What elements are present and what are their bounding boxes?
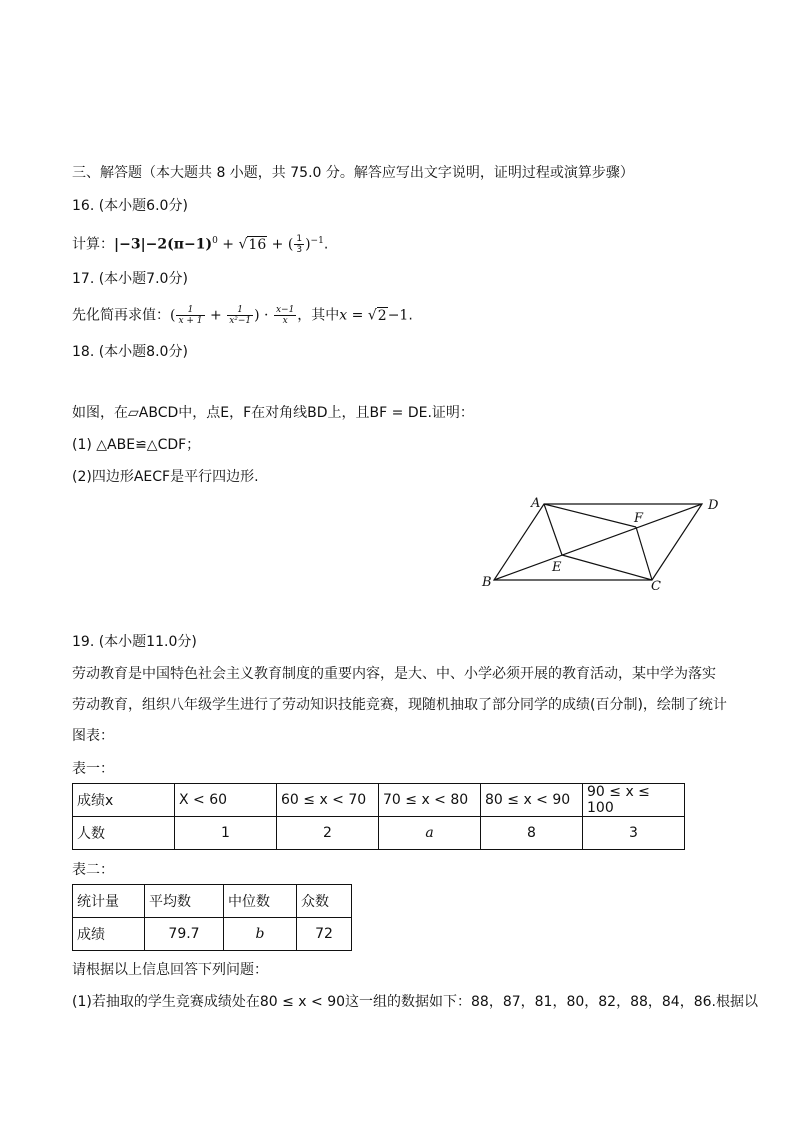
- q19-para-line3: 图表：: [72, 728, 114, 744]
- table2: [72, 884, 352, 951]
- q18-header: 18. (本小题8.0分): [72, 344, 188, 360]
- table1-header-cell: X < 60: [175, 784, 277, 817]
- table2-data-cell: 79.7: [145, 918, 224, 951]
- q16-body: 计算：$|-3|-2(\pi-1)^0 + √16$ + ( $\frac{1}{3}$ )$^{-1}$.: [72, 234, 329, 256]
- table1-data-cell: 1: [175, 817, 277, 850]
- q16-frac-den: 3: [296, 245, 303, 256]
- q17-cond-prefix: ，其中: [297, 307, 340, 324]
- section-heading: 三、解答题（本大题共 8 小题，共 75.0 分。解答应写出文字说明，证明过程或演算步骤）: [72, 165, 634, 181]
- table1-header-row: [73, 784, 685, 817]
- table1-data-row: [73, 817, 685, 850]
- label-b: B: [482, 575, 492, 590]
- table1: [72, 783, 685, 850]
- q17-equals: =: [347, 307, 368, 324]
- q17-f2-num: 1: [227, 305, 253, 316]
- segment-af: [544, 504, 636, 527]
- q16-frac-num: 1: [296, 234, 303, 245]
- table2-header-row: [73, 885, 352, 918]
- q16-end: .: [323, 236, 329, 253]
- label-d: D: [708, 498, 719, 513]
- table1-data-cell: 3: [583, 817, 685, 850]
- q18-stem: 如图，在▱ABCD中，点E，F在对角线BD上，且BF = DE.证明：: [72, 405, 474, 421]
- table2-data-row: [73, 918, 352, 951]
- segment-ae: [544, 504, 562, 555]
- q16-expr-a: |−3|−2(π−1): [114, 236, 213, 253]
- table1-header-cell: 80 ≤ x < 90: [481, 784, 583, 817]
- q17-frac1: [176, 305, 204, 326]
- parallelogram-figure: [478, 492, 738, 596]
- q17-frac3: [274, 305, 296, 326]
- q19-para-line1: 劳动教育是中国特色社会主义教育制度的重要内容，是大、中、小学必须开展的教育活动，某中学为落实: [72, 666, 716, 682]
- table1-header-cell: 90 ≤ x ≤ 100: [583, 784, 685, 817]
- q16-exp-neg1: −1: [310, 236, 324, 246]
- table2-header-cell: 统计量: [73, 885, 145, 918]
- q16-prefix: 计算：: [72, 236, 114, 253]
- table2-title: 表二：: [72, 862, 114, 878]
- q17-frac2: [227, 305, 253, 326]
- q17-f3-den: x: [282, 316, 288, 326]
- diagonal-bd: [494, 504, 702, 580]
- q17-f1-num: 1: [176, 305, 204, 316]
- label-f: F: [634, 511, 644, 526]
- q16-fraction: [294, 234, 304, 255]
- q19-para-line2: 劳动教育，组织八年级学生进行了劳动知识技能竞赛，现随机抽取了部分同学的成绩(百分制)，绘制了统计: [72, 697, 727, 713]
- table1-title: 表一：: [72, 761, 114, 777]
- q17-f1-den: x + 1: [178, 316, 203, 326]
- q17-prefix: 先化简再求值：: [72, 307, 170, 324]
- q19-header: 19. (本小题11.0分): [72, 634, 197, 650]
- q17-var-x: x: [339, 307, 348, 324]
- q18-part2: (2)四边形AECF是平行四边形.: [72, 469, 259, 485]
- table2-header-cell: 众数: [297, 885, 352, 918]
- table1-data-cell: 2: [277, 817, 379, 850]
- table2-data-cell: 72: [297, 918, 352, 951]
- q17-sqrt-content: 2: [377, 307, 387, 324]
- q18-part1: (1) △ABE≌△CDF；: [72, 437, 201, 453]
- q19-prompt: 请根据以上信息回答下列问题：: [72, 962, 268, 978]
- label-a: A: [531, 496, 541, 511]
- q17-sqrt: √2: [367, 307, 387, 324]
- q17-f3-num: x−1: [275, 305, 295, 315]
- q17-minus-one: −1: [387, 307, 409, 324]
- table2-header-cell: 中位数: [224, 885, 297, 918]
- q16-plus1: +: [217, 236, 239, 253]
- table2-data-cell: b: [224, 918, 297, 951]
- q16-sqrt: √16: [238, 236, 267, 253]
- q17-end: .: [408, 307, 413, 324]
- segment-cf: [636, 527, 652, 580]
- segment-ce: [562, 555, 652, 580]
- table1-header-cell: 成绩x: [73, 784, 175, 817]
- table1-data-cell: 8: [481, 817, 583, 850]
- q17-header: 17. (本小题7.0分): [72, 271, 188, 287]
- q16-header: 16. (本小题6.0分): [72, 198, 188, 214]
- table1-data-cell: 人数: [73, 817, 175, 850]
- label-c: C: [651, 579, 661, 594]
- q17-body: 先化简再求值：( $\frac{1}{x + 1}$ + $\frac{1}{\text{x²−1}}$ ) · $\frac{x-1}{x}$ ，其中x = √2−1.: [72, 305, 413, 326]
- table1-header-cell: 70 ≤ x < 80: [379, 784, 481, 817]
- q16-exp0: 0: [212, 236, 218, 246]
- table2-data-cell: 成绩: [73, 918, 145, 951]
- label-e: E: [552, 560, 562, 575]
- q19-part1: (1)若抽取的学生竞赛成绩处在80 ≤ x < 90这一组的数据如下：88，87，81，80，82，88，84，86.根据以: [72, 994, 758, 1010]
- table1-header-cell: 60 ≤ x < 70: [277, 784, 379, 817]
- table1-data-cell: a: [379, 817, 481, 850]
- q16-sqrt-content: 16: [248, 236, 267, 253]
- table2-header-cell: 平均数: [145, 885, 224, 918]
- q16-plus2: +: [267, 236, 288, 253]
- q17-f2-den: x²−1: [229, 316, 252, 326]
